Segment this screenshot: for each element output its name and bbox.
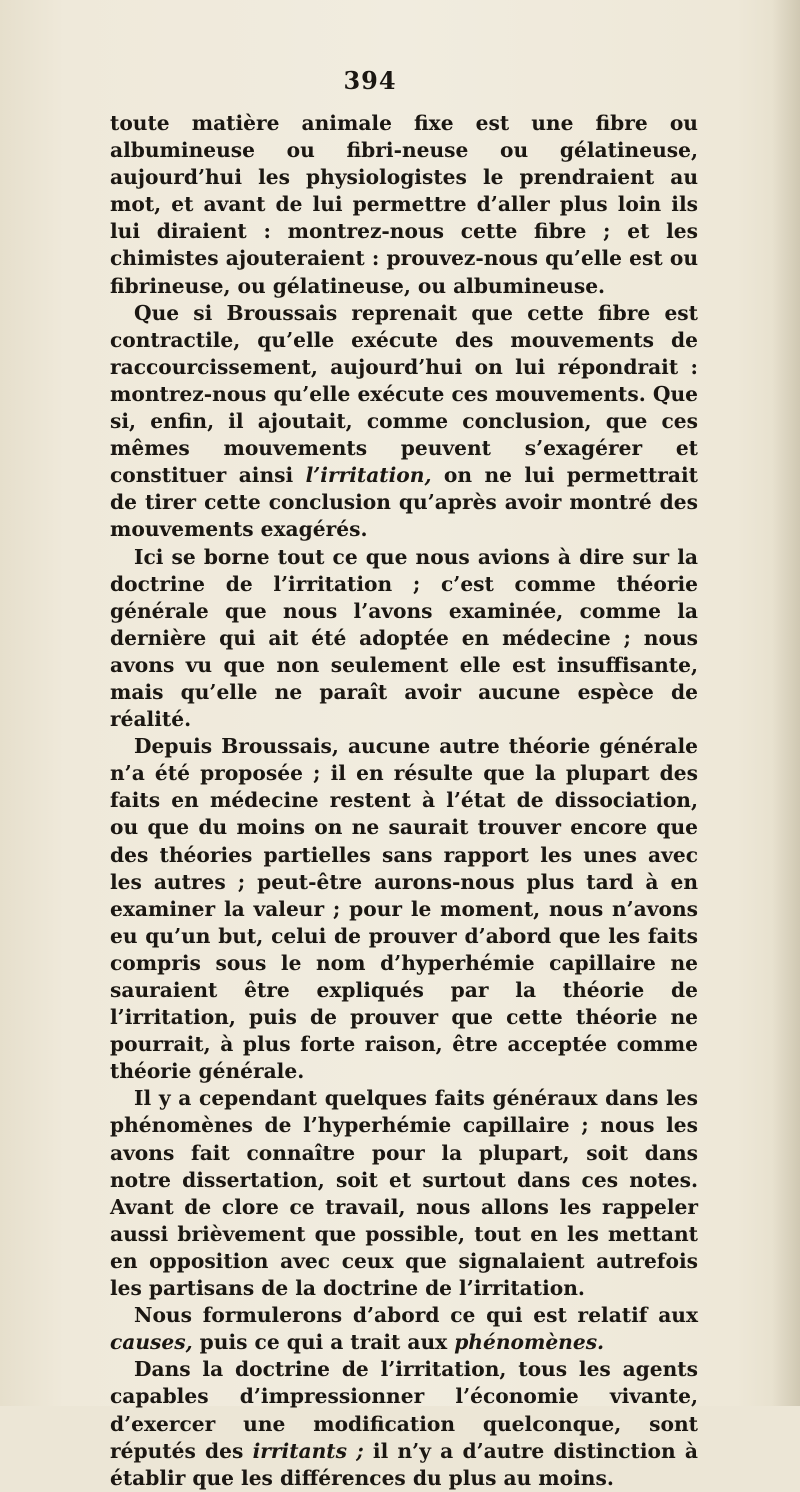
- paragraph-4: [110, 733, 698, 1085]
- paragraph-7-text-b: il n’y a d’autre distinction à établir que les différences du plus au moins.: [110, 1438, 698, 1490]
- paragraph-2: [110, 300, 698, 544]
- paragraph-1-text: toute matière animale fixe est une fibre ou albumineuse ou fibri-neuse ou gélatineuse, aujourd’hui les physiologistes le prendraient au mot, et avant de lui permettre d’aller plus loin ils lui diraient : montrez-nous cette fibre ; et les chimistes ajouteraient : prouvez-nous qu’elle est ou fibrineuse, ou gélatineuse, ou albumineuse.: [110, 111, 698, 298]
- paragraph-2-text-b: on ne lui permettrait de tirer cette conclusion qu’après avoir montré des mouvements exagérés.: [110, 463, 699, 542]
- paragraph-5-text: Il y a cependant quelques faits généraux dans les phénomènes de l’hyperhémie capillaire ; nous les avons fait connaître pour la plupart, soit dans notre dissertation, soit et surtout dans ces notes. Avant de clore ce travail, nous allons les rappeler aussi brièvement que possible, tout en les mettant en opposition avec ceux que signalaient autrefois les partisans de la doctrine de l’irritation.: [110, 1086, 698, 1301]
- paragraph-6-text-a: Nous formulerons d’abord ce qui est relatif aux: [134, 1303, 698, 1328]
- paragraph-2-italic-irritation: l’irritation,: [305, 463, 432, 488]
- paragraph-2-text-a: Que si Broussais reprenait que cette fibre est contractile, qu’elle exécute des mouvements de raccourcissement, aujourd’hui on lui répondrait : montrez-nous qu’elle exécute ces mouvements. Que si, enfin, il ajoutait, comme conclusion, que ces mêmes mouvements peuvent s’exagérer et constituer ainsi: [110, 300, 698, 488]
- paragraph-6-italic-phenomenes: phénomènes.: [454, 1330, 605, 1355]
- paragraph-6: [110, 1302, 698, 1356]
- body-text: [110, 110, 698, 1492]
- paragraph-7-text-a: Dans la doctrine de l’irritation, tous les agents capables d’impressionner l’économie vivante, d’exercer une modification quelconque, sont réputés des: [110, 1357, 698, 1463]
- paragraph-6-text-b: puis ce qui a trait aux: [192, 1330, 455, 1355]
- paragraph-3: [110, 544, 698, 734]
- paragraph-7-italic-irritants: irritants ;: [252, 1438, 364, 1463]
- paragraph-1: [110, 110, 698, 300]
- paragraph-5: [110, 1085, 698, 1302]
- paragraph-6-italic-causes: causes,: [110, 1330, 193, 1355]
- paragraph-3-text: Ici se borne tout ce que nous avions à dire sur la doctrine de l’irritation ; c’est comme théorie générale que nous l’avons examinée, comme la dernière qui ait été adoptée en médecine ; nous avons vu que non seulement elle est insuffisante, mais qu’elle ne paraît avoir aucune espèce de réalité.: [110, 544, 698, 732]
- page-number: 394: [343, 66, 397, 95]
- paragraph-4-text: Depuis Broussais, aucune autre théorie générale n’a été proposée ; il en résulte que la plupart des faits en médecine restent à l’état de dissociation, ou que du moins on ne saurait trouver encore que des théories partielles sans rapport les unes avec les autres ; peut-être aurons-nous plus tard à en examiner la valeur ; pour le moment, nous n’avons eu qu’un but, celui de prouver d’abord que les faits compris sous le nom d’hyperhémie capillaire ne sauraient être expliqués par la théorie de l’irritation, puis de prouver que cette théorie ne pourrait, à plus forte raison, être acceptée comme théorie générale.: [110, 734, 698, 1084]
- paragraph-7: [110, 1356, 698, 1491]
- page-edge-shadow: [772, 0, 800, 1406]
